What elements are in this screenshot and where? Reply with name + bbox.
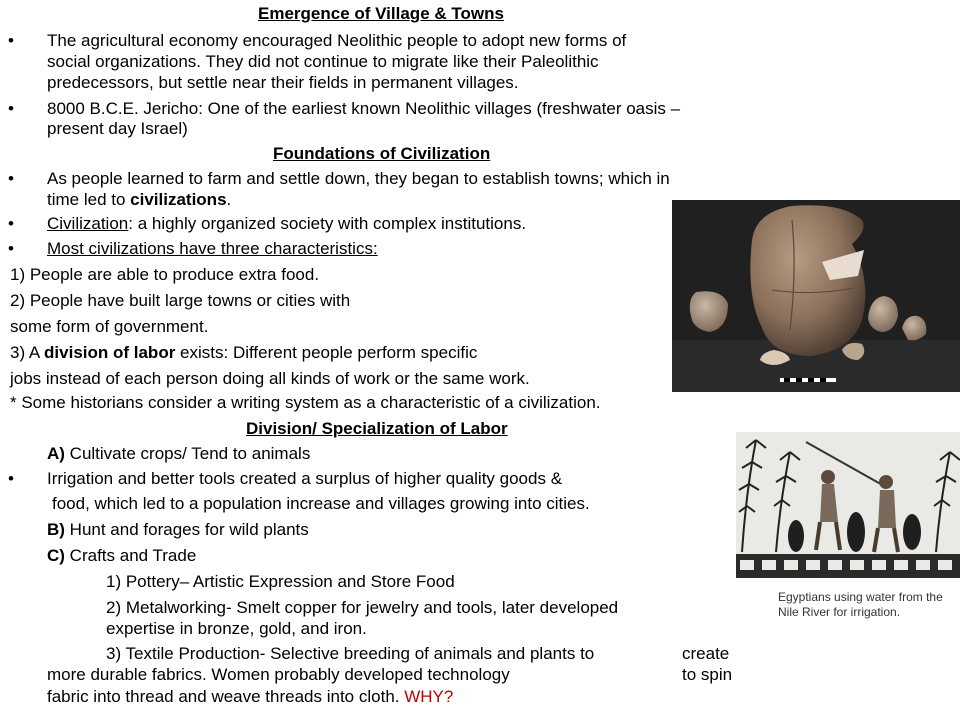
craft-metal-line2: expertise in bronze, gold, and iron. xyxy=(106,619,367,638)
pottery-photo xyxy=(672,200,960,392)
village-b2-line1: 8000 B.C.E. Jericho: One of the earliest known Neolithic villages (freshwater oasis – xyxy=(47,99,681,118)
village-b1-line1: The agricultural economy encouraged Neolithic people to adopt new forms of xyxy=(47,31,627,50)
village-b1-line2: social organizations. They did not continue to migrate like their Paleolithic xyxy=(47,52,599,71)
heading-division-labor: Division/ Specialization of Labor xyxy=(246,419,508,438)
craft-textile-line2: more durable fabrics. Women probably developed technology xyxy=(47,665,510,684)
bullet-dot: • xyxy=(8,169,14,188)
foundations-b1-line1: As people learned to farm and settle down, they began to establish towns; which in xyxy=(47,169,670,188)
foundations-b2: Civilization: a highly organized society with complex institutions. xyxy=(47,214,527,233)
village-b2-line2: present day Israel) xyxy=(47,119,188,138)
foundations-b3: Most civilizations have three characteristics: xyxy=(47,239,378,258)
craft-pottery: 1) Pottery– Artistic Expression and Store Food xyxy=(106,572,455,591)
heading-emergence: Emergence of Village & Towns xyxy=(258,4,504,23)
writing-note: * Some historians consider a writing system as a characteristic of a civilization. xyxy=(10,393,601,412)
characteristic-2-line1: 2) People have built large towns or cities with xyxy=(10,291,351,310)
bullet-dot: • xyxy=(8,239,14,258)
craft-metal-line1: 2) Metalworking- Smelt copper for jewelry and tools, later developed xyxy=(106,598,619,617)
characteristic-1: 1) People are able to produce extra food. xyxy=(10,265,320,284)
heading-foundations: Foundations of Civilization xyxy=(273,144,491,163)
bullet-dot: • xyxy=(8,99,14,118)
characteristic-3-line2: jobs instead of each person doing all kinds of work or the same work. xyxy=(10,369,530,388)
foundations-b1-line2: time led to civilizations. xyxy=(47,190,232,209)
craft-textile-line1: 3) Textile Production- Selective breeding of animals and plants to xyxy=(106,644,595,663)
craft-textile-line3: fabric into thread and weave threads into cloth. WHY? xyxy=(47,687,454,706)
irrigation-line1: Irrigation and better tools created a surplus of higher quality goods & xyxy=(47,469,563,488)
egyptian-irrigation-image xyxy=(736,432,960,578)
labor-a: A) Cultivate crops/ Tend to animals xyxy=(47,444,311,463)
labor-b: B) Hunt and forages for wild plants xyxy=(47,520,309,539)
irrigation-illustration xyxy=(736,432,960,578)
craft-textile-line1b: create xyxy=(682,644,730,663)
image-caption: Egyptians using water from the Nile River for irrigation. xyxy=(778,590,943,619)
labor-c: C) Crafts and Trade xyxy=(47,546,197,565)
bullet-dot: • xyxy=(8,214,14,233)
village-b1-line3: predecessors, but settle near their fields in permanent villages. xyxy=(47,73,519,92)
irrigation-line2: food, which led to a population increase and villages growing into cities. xyxy=(52,494,590,513)
pottery-illustration xyxy=(672,200,960,392)
craft-textile-line2b: to spin xyxy=(682,665,733,684)
characteristic-2-line2: some form of government. xyxy=(10,317,209,336)
characteristic-3-line1: 3) A division of labor exists: Different people perform specific xyxy=(10,343,478,362)
bullet-dot: • xyxy=(8,31,14,50)
bullet-dot: • xyxy=(8,469,14,488)
